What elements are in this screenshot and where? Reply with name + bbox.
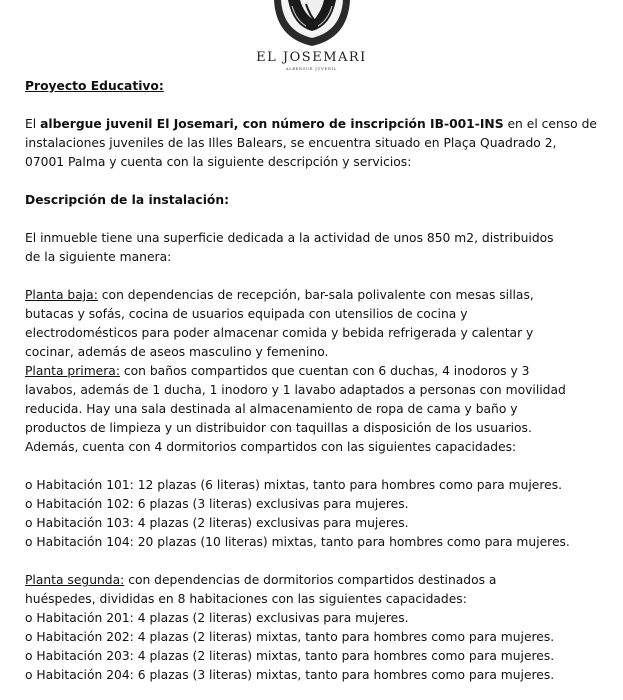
intro-line-1 (25, 115, 621, 134)
hostel-emblem-icon (270, 0, 354, 48)
planta-baja-line-1 (25, 286, 621, 305)
planta-primera-line-3: reducida. Hay una sala destinada al almacenamiento de ropa de cama y baño y (25, 402, 518, 416)
room-list-item: o Habitación 102: 6 plazas (3 literas) exclusivas para mujeres. (25, 497, 409, 511)
intro-line-1-rest: en el censo de (503, 117, 597, 131)
planta-baja-line-4: cocinar, además de aseos masculino y femenino. (25, 345, 329, 359)
intro-line-3: 07001 Palma y cuenta con la siguiente descripción y servicios: (25, 155, 412, 169)
planta-primera-line-4: productos de limpieza y un distribuidor con taquillas a disposición de los usuarios. (25, 421, 532, 435)
planta-primera-line-1 (25, 362, 621, 381)
logo-name: EL JOSEMARI (256, 50, 367, 65)
room-list-item: o Habitación 204: 6 plazas (3 literas) mixtas, tanto para hombres como para mujeres. (25, 668, 555, 682)
planta-primera-text: con baños compartidos que cuentan con 6 duchas, 4 inodoros y 3 (119, 364, 530, 378)
planta-segunda-label: Planta segunda: (25, 573, 125, 587)
document-body (25, 77, 621, 685)
planta-primera-line-5: Además, cuenta con 4 dormitorios compartidos con las siguientes capacidades: (25, 440, 517, 454)
room-list-item: o Habitación 103: 4 plazas (2 literas) exclusivas para mujeres. (25, 516, 409, 530)
room-list-item: o Habitación 104: 20 plazas (10 literas) mixtas, tanto para hombres como para mujeres. (25, 535, 570, 549)
room-list-item: o Habitación 101: 12 plazas (6 literas) mixtas, tanto para hombres como para mujeres. (25, 478, 563, 492)
logo (0, 0, 623, 76)
planta-baja-line-3: electrodomésticos para poder almacenar comida y bebida refrigerada y calentar y (25, 326, 534, 340)
room-list-item: o Habitación 202: 4 plazas (2 literas) mixtas, tanto para hombres como para mujeres. (25, 630, 555, 644)
planta-primera-line-2: lavabos, además de 1 ducha, 1 inodoro y 1 lavabo adaptados a personas con movilidad (25, 383, 566, 397)
description-line-2: de la siguiente manera: (25, 250, 172, 264)
planta-segunda-line-2: huéspedes, divididas en 8 habitaciones con las siguientes capacidades: (25, 592, 467, 606)
description-line-1: El inmueble tiene una superficie dedicada a la actividad de unos 850 m2, distribuidos (25, 231, 554, 245)
intro-lead: El (25, 117, 41, 131)
hostel-name-registration: albergue juvenil El Josemari, con número de inscripción IB-001-INS (40, 117, 504, 131)
planta-baja-text: con dependencias de recepción, bar-sala polivalente con mesas sillas, (97, 288, 534, 302)
room-list-item: o Habitación 201: 4 plazas (2 literas) exclusivas para mujeres. (25, 611, 409, 625)
planta-baja-label: Planta baja: (25, 288, 98, 302)
description-heading: Descripción de la instalación: (25, 193, 230, 207)
room-list-item: o Habitación 203: 4 plazas (2 literas) mixtas, tanto para hombres como para mujeres. (25, 649, 555, 663)
planta-segunda-line-1 (25, 571, 621, 590)
planta-primera-label: Planta primera: (25, 364, 120, 378)
logo-subtitle: ALBERGUE JUVENIL (285, 67, 338, 71)
planta-segunda-text: con dependencias de dormitorios compartidos destinados a (124, 573, 497, 587)
section-heading: Proyecto Educativo: (25, 79, 164, 93)
planta-baja-line-2: butacas y sofás, cocina de usuarios equipada con utensilios de cocina y (25, 307, 468, 321)
intro-line-2: instalaciones juveniles de las Illes Balears, se encuentra situado en Plaça Quadrado 2, (25, 136, 557, 150)
